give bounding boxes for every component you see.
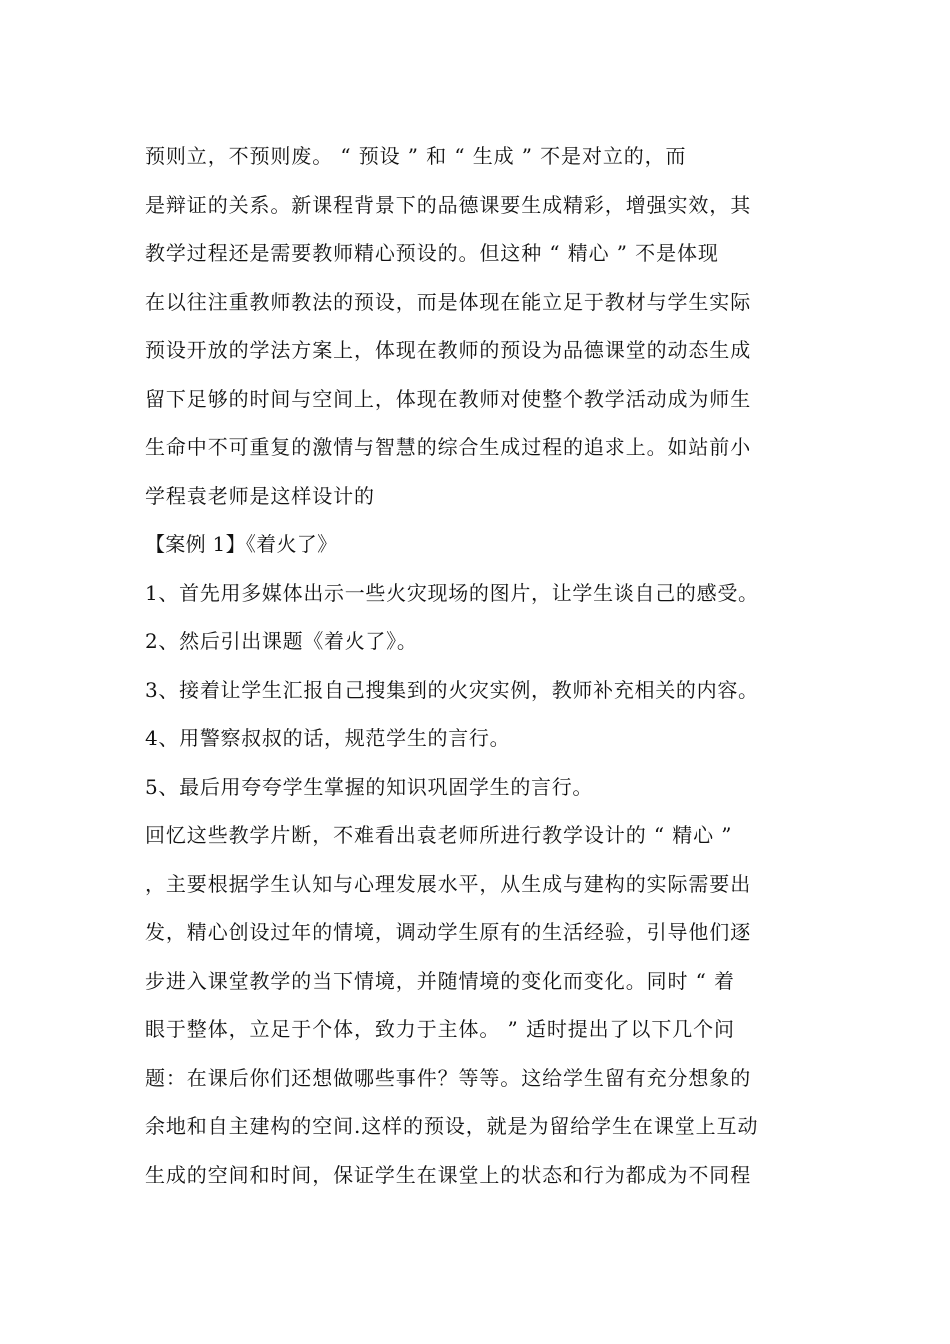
case-step: 3、接着让学生汇报自己搜集到的火灾实例，教师补充相关的内容。	[145, 677, 759, 702]
text-line: ，主要根据学生认知与心理发展水平，从生成与建构的实际需要出	[145, 871, 752, 896]
case-step: 5、最后用夸夸学生掌握的知识巩固学生的言行。	[145, 774, 594, 799]
case-steps-list	[145, 569, 810, 812]
case-step: 1、首先用多媒体出示一些火灾现场的图片，让学生谈自己的感受。	[145, 580, 759, 605]
case-heading: 【案例 1】《着火了》	[145, 532, 338, 556]
text-line: 是辩证的关系。新课程背景下的品德课要生成精彩，增强实效，其	[145, 192, 752, 217]
text-line: 步进入课堂教学的当下情境，并随情境的变化而变化。同时 “ 着	[145, 968, 735, 993]
text-line: 教学过程还是需要教师精心预设的。但这种 “ 精心 ” 不是体现	[145, 241, 719, 265]
document-body	[145, 132, 810, 1199]
text-line: 生命中不可重复的激情与智慧的综合生成过程的追求上。如站前小	[145, 435, 752, 459]
text-line: 眼于整体，立足于个体，致力于主体。 ” 适时提出了以下几个问	[145, 1017, 735, 1041]
text-line: 预则立，不预则废。 “ 预设 ” 和 “ 生成 ” 不是对立的，而	[145, 144, 687, 168]
text-line: 预设开放的学法方案上，体现在教师的预设为品德课堂的动态生成	[145, 338, 752, 362]
paragraph-reflection	[145, 811, 810, 1199]
case-step: 2、然后引出课题《着火了》。	[145, 629, 418, 653]
text-line: 在以往注重教师教法的预设，而是体现在能立足于教材与学生实际	[145, 289, 752, 314]
text-line: 回忆这些教学片断，不难看出袁老师所进行教学设计的 “ 精心 ”	[145, 823, 733, 847]
case-step: 4、用警察叔叔的话，规范学生的言行。	[145, 726, 511, 750]
text-line: 学程袁老师是这样设计的	[145, 483, 375, 508]
text-line: 发，精心创设过年的情境，调动学生原有的生活经验，引导他们逐	[145, 920, 752, 944]
text-line: 生成的空间和时间，保证学生在课堂上的状态和行为都成为不同程	[145, 1162, 752, 1187]
text-line: 题：在课后你们还想做哪些事件？等等。这给学生留有充分想象的	[145, 1065, 752, 1090]
text-line: 余地和自主建构的空间.这样的预设，就是为留给学生在课堂上互动	[145, 1114, 759, 1138]
paragraph-intro	[145, 132, 810, 520]
text-line: 留下足够的时间与空间上，体现在教师对使整个教学活动成为师生	[145, 386, 752, 411]
